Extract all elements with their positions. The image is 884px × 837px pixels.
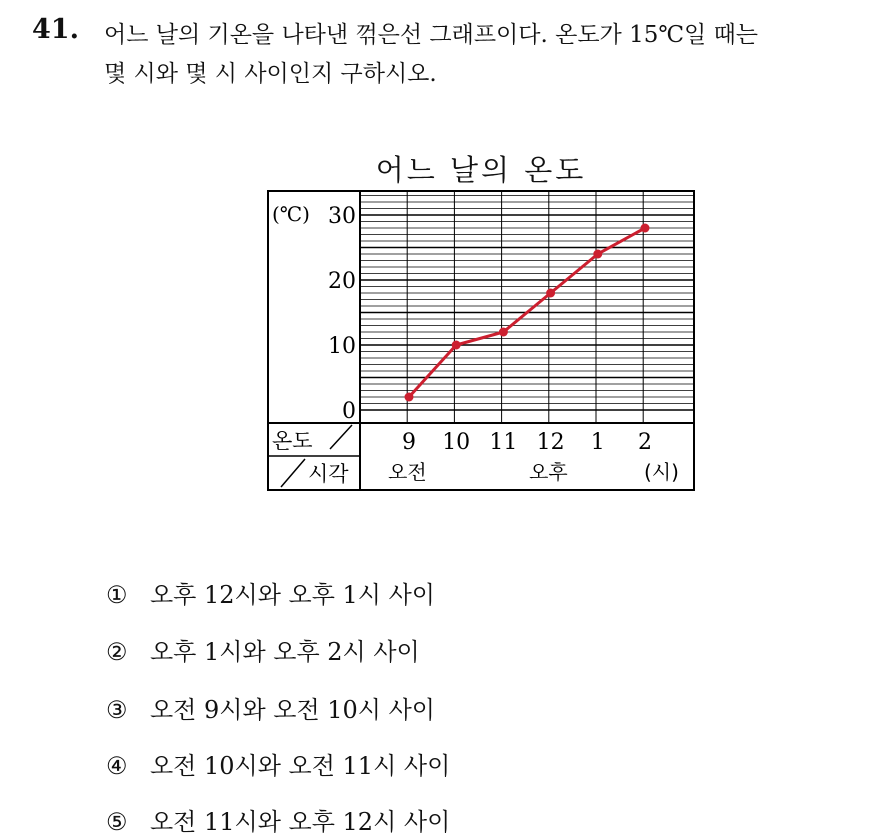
option-marker: ① bbox=[106, 581, 128, 609]
x-tick-label: 9 bbox=[402, 430, 416, 455]
period-label-pm: 오후 bbox=[529, 460, 568, 484]
y-tick-label: 0 bbox=[342, 399, 356, 424]
answer-option[interactable] bbox=[106, 746, 450, 781]
x-tick-label: 12 bbox=[536, 430, 565, 455]
option-marker: ④ bbox=[106, 752, 128, 780]
data-point bbox=[546, 289, 555, 298]
corner-label-time: 시각 bbox=[308, 462, 349, 486]
corner-label-temperature: 온도 bbox=[272, 429, 313, 453]
question-number: 41. bbox=[32, 14, 79, 45]
chart-title: 어느 날의 온도 bbox=[375, 153, 587, 187]
question-text-line-1: 어느 날의 기온을 나타낸 꺾은선 그래프이다. 온도가 15℃일 때는 bbox=[104, 22, 759, 48]
data-point bbox=[452, 341, 461, 350]
data-point bbox=[641, 224, 650, 233]
y-unit-label: (℃) bbox=[272, 202, 310, 226]
data-point bbox=[593, 250, 602, 259]
answer-option[interactable] bbox=[106, 632, 420, 667]
corner-slash-bottom bbox=[281, 459, 305, 487]
x-unit-label: (시) bbox=[644, 460, 679, 484]
x-tick-label: 11 bbox=[489, 430, 518, 455]
corner-slash-top bbox=[330, 425, 352, 449]
y-tick-label: 30 bbox=[328, 204, 356, 229]
x-tick-label: 10 bbox=[442, 430, 471, 455]
option-text: 오전 9시와 오전 10시 사이 bbox=[150, 696, 435, 724]
option-text: 오후 1시와 오후 2시 사이 bbox=[150, 638, 420, 666]
data-point bbox=[405, 393, 414, 402]
option-text: 오후 12시와 오후 1시 사이 bbox=[150, 581, 435, 609]
y-tick-label: 20 bbox=[328, 269, 356, 294]
option-marker: ③ bbox=[106, 696, 128, 724]
answer-option[interactable] bbox=[106, 575, 435, 610]
x-tick-label: 2 bbox=[638, 430, 652, 455]
x-tick-label: 1 bbox=[590, 430, 605, 455]
answer-option[interactable] bbox=[106, 690, 435, 725]
option-marker: ② bbox=[106, 638, 128, 666]
y-tick-label: 10 bbox=[328, 334, 356, 359]
option-text: 오전 11시와 오후 12시 사이 bbox=[150, 808, 451, 836]
question-text-line-2: 몇 시와 몇 시 사이인지 구하시오. bbox=[104, 61, 437, 87]
data-point bbox=[499, 328, 508, 337]
period-label-am: 오전 bbox=[388, 460, 427, 484]
option-text: 오전 10시와 오전 11시 사이 bbox=[150, 752, 451, 780]
option-marker: ⑤ bbox=[106, 808, 128, 836]
